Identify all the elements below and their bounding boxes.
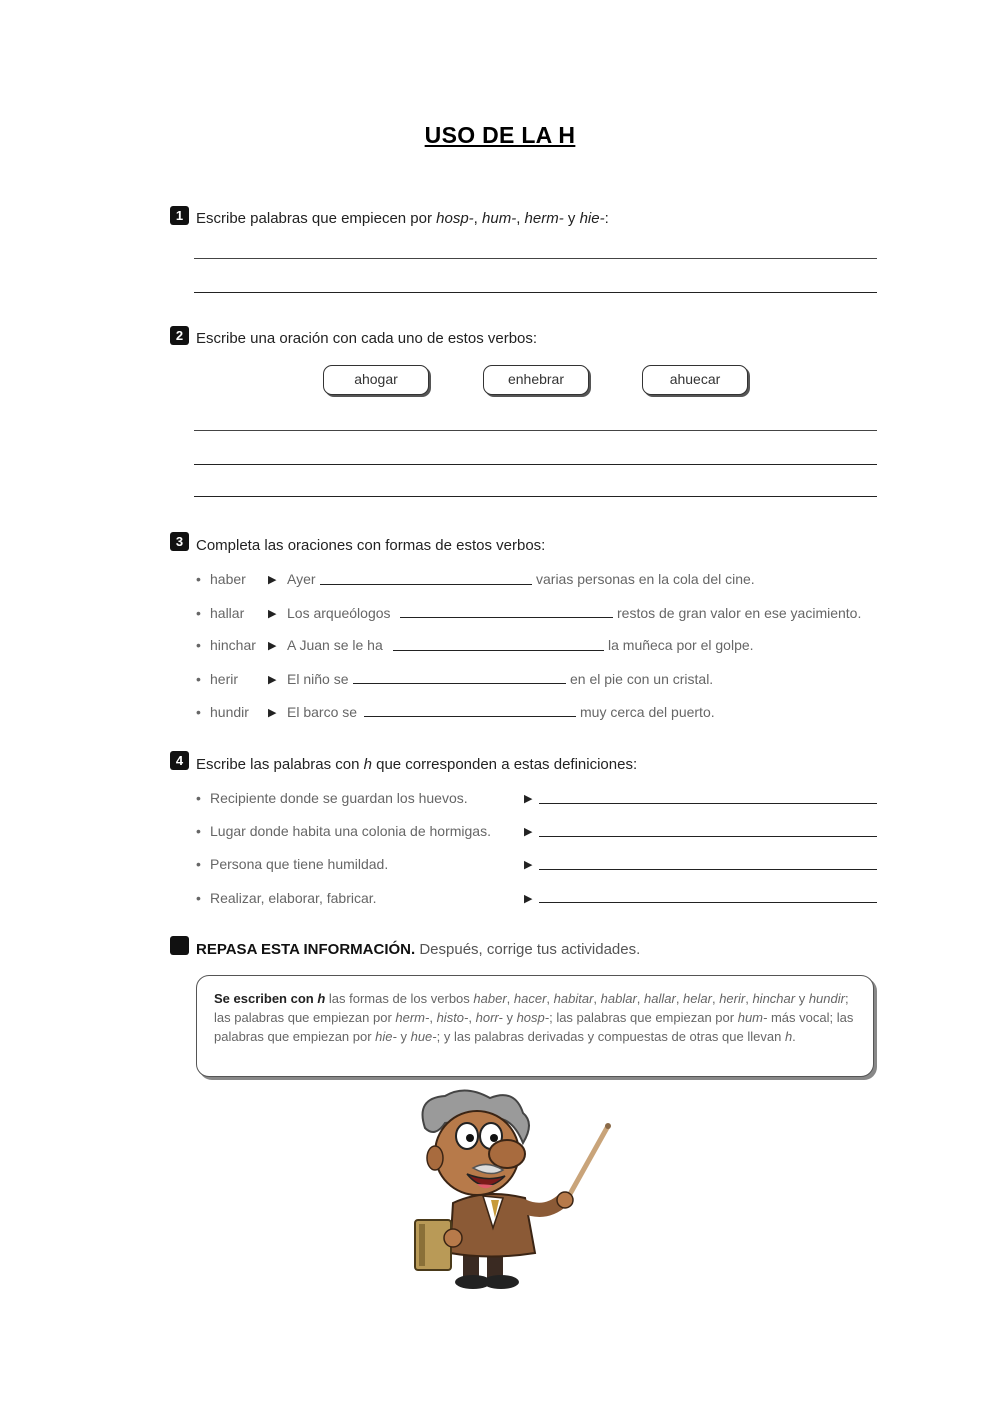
definition-text: Persona que tiene humildad. [210,856,389,872]
verb-label: hinchar [210,637,256,653]
exercise-4-number: 4 [170,751,189,770]
bullet: • [196,890,201,906]
bullet: • [196,790,201,806]
verb-label: hundir [210,704,249,720]
exercise-3-number: 3 [170,532,189,551]
pointer-stick [565,1126,608,1203]
professor-illustration [395,1088,625,1298]
arrow-icon: ▶ [268,574,277,586]
answer-blank[interactable] [539,869,877,870]
sentence-start: Ayer [287,571,316,587]
sentence-end: varias personas en la cola del cine. [536,571,755,587]
verb-label: haber [210,571,246,587]
sentence-start: El barco se [287,704,358,720]
exercise-4-heading: Escribe las palabras con h que corresponden a estas definiciones: [196,756,638,773]
review-heading: REPASA ESTA INFORMACIÓN. Después, corrige tus actividades. [196,941,641,958]
exercise-2-heading: Escribe una oración con cada uno de estos verbos: [196,330,538,347]
sentence-end: en el pie con un cristal. [570,671,714,687]
sentence-start: El niño se [287,671,349,687]
exercise-1-number: 1 [170,206,189,225]
info-text: Se escriben con h las formas de los verbos haber, hacer, habitar, hablar, hallar, helar, herir, hinchar y hundir; las palabras que empiezan por herm-, histo-, horr- y hosp-; las palabras que empiezan por hum- más vocal; las palabras que empiezan por hie- y hue-; y las palabras derivadas y compuestas de otras que llevan h. [214,991,854,1044]
blank-field[interactable] [353,683,566,684]
page-title: USO DE LA H [424,122,576,148]
sentence-end: la muñeca por el golpe. [608,637,754,653]
arrow-icon: ▶ [268,674,277,686]
blank-field[interactable] [393,650,604,651]
exercise-2-number: 2 [170,326,189,345]
definition-text: Realizar, elaborar, fabricar. [210,890,377,906]
answer-line[interactable] [194,464,877,465]
blank-field[interactable] [400,617,613,618]
answer-line[interactable] [194,496,877,497]
arrow-icon: ▶ [268,707,277,719]
bullet: • [196,856,201,872]
sentence-end: restos de gran valor en ese yacimiento. [617,605,862,621]
sentence-start: Los arqueólogos [287,605,391,621]
bullet: • [196,823,201,839]
answer-blank[interactable] [539,902,877,903]
answer-line[interactable] [194,292,877,293]
verb-pill: ahogar [323,365,429,395]
answer-line[interactable] [194,430,877,431]
review-marker [170,936,189,955]
verb-pill: ahuecar [642,365,748,395]
verb-label: hallar [210,605,245,621]
verb-label: herir [210,671,239,687]
shoe [483,1275,519,1289]
bullet: • [196,704,201,720]
nose [489,1140,525,1168]
sentence-start: A Juan se le ha [287,637,383,653]
arrow-icon: ▶ [524,826,533,838]
bullet: • [196,571,201,587]
bullet: • [196,637,201,653]
arrow-icon: ▶ [524,793,533,805]
answer-blank[interactable] [539,836,877,837]
arrow-icon: ▶ [524,893,533,905]
answer-line[interactable] [194,258,877,259]
sentence-end: muy cerca del puerto. [580,704,715,720]
answer-blank[interactable] [539,803,877,804]
definition-text: Lugar donde habita una colonia de hormigas. [210,823,491,839]
arrow-icon: ▶ [524,859,533,871]
exercise-1-heading: Escribe palabras que empiecen por hosp-, hum-, herm- y hie-: [196,210,609,227]
arrow-icon: ▶ [268,608,277,620]
verb-pill: enhebrar [483,365,589,395]
blank-field[interactable] [364,716,576,717]
bullet: • [196,671,201,687]
blank-field[interactable] [320,584,532,585]
info-box [196,975,874,1077]
exercise-3-heading: Completa las oraciones con formas de estos verbos: [196,537,546,554]
bullet: • [196,605,201,621]
arrow-icon: ▶ [268,640,277,652]
definition-text: Recipiente donde se guardan los huevos. [210,790,468,806]
